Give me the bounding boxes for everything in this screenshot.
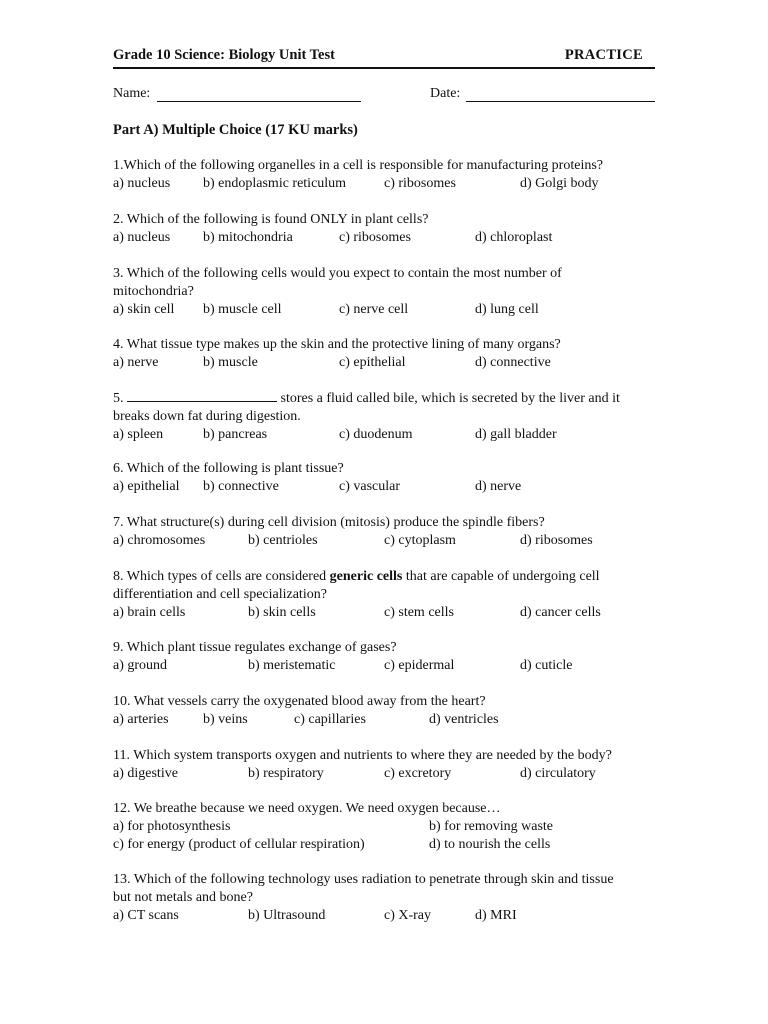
option-b[interactable]: b) endoplasmic reticulum (203, 176, 347, 191)
option-b[interactable]: b) meristematic (248, 658, 336, 673)
option-b[interactable]: b) Ultrasound (248, 908, 326, 923)
question-13 (113, 871, 658, 925)
question-stem-line-1: 3. Which of the following cells would you expect to contain the most number of (113, 266, 562, 281)
test-header (113, 47, 655, 69)
option-a[interactable]: a) arteries (113, 712, 169, 727)
option-row-1 (113, 818, 658, 836)
option-a[interactable]: a) CT scans (113, 908, 179, 923)
question-8 (113, 568, 658, 622)
question-10 (113, 693, 658, 729)
option-b[interactable]: b) respiratory (248, 766, 324, 781)
question-stem-line-2: breaks down fat during digestion. (113, 409, 301, 424)
option-c[interactable]: c) stem cells (384, 605, 454, 620)
option-d[interactable]: d) MRI (475, 908, 517, 923)
option-c[interactable]: c) ribosomes (339, 230, 411, 245)
option-c[interactable]: c) cytoplasm (384, 533, 456, 548)
option-b[interactable]: b) skin cells (248, 605, 316, 620)
emphasized-term: generic cells (329, 569, 403, 584)
test-page (113, 0, 655, 1024)
question-stem-line-2: differentiation and cell specialization? (113, 587, 327, 602)
question-stem-line-1 (113, 568, 658, 586)
option-c[interactable]: c) ribosomes (384, 176, 456, 191)
option-d[interactable]: d) gall bladder (475, 427, 557, 442)
question-stem-line-2: mitochondria? (113, 284, 194, 299)
question-stem-text: stores a fluid called bile, which is secreted by the liver and it (280, 391, 620, 406)
option-d[interactable]: d) connective (475, 355, 551, 370)
question-number: 5. (113, 391, 124, 406)
option-row (113, 711, 658, 729)
question-stem: 11. Which system transports oxygen and nutrients to where they are needed by the body? (113, 748, 612, 763)
option-c[interactable]: c) epithelial (339, 355, 406, 370)
question-stem: 4. What tissue type makes up the skin and the protective lining of many organs? (113, 337, 561, 352)
question-stem-line-1 (113, 389, 658, 408)
option-a[interactable]: a) ground (113, 658, 168, 673)
question-stem: 1.Which of the following organelles in a cell is responsible for manufacturing proteins? (113, 158, 603, 173)
option-row (113, 657, 658, 675)
option-b[interactable]: b) connective (203, 479, 279, 494)
option-c[interactable]: c) duodenum (339, 427, 413, 442)
option-b[interactable]: b) centrioles (248, 533, 318, 548)
test-title: Grade 10 Science: Biology Unit Test (113, 47, 335, 63)
question-11 (113, 747, 658, 783)
option-d[interactable]: d) Golgi body (520, 176, 599, 191)
question-stem-line-2: but not metals and bone? (113, 890, 253, 905)
option-d[interactable]: d) lung cell (475, 302, 539, 317)
question-stem-prefix: 8. Which types of cells are considered (113, 569, 327, 584)
option-c[interactable]: c) excretory (384, 766, 452, 781)
practice-label: PRACTICE (564, 47, 643, 63)
question-7 (113, 514, 658, 550)
question-stem-suffix: that are capable of undergoing cell (405, 569, 600, 584)
date-label: Date: (430, 86, 461, 101)
option-d[interactable]: d) cancer cells (520, 605, 601, 620)
option-row (113, 229, 658, 247)
option-d[interactable]: d) cuticle (520, 658, 573, 673)
question-3 (113, 265, 658, 319)
name-label: Name: (113, 86, 151, 101)
option-d[interactable]: d) ribosomes (520, 533, 593, 548)
option-d[interactable]: d) to nourish the cells (429, 837, 551, 852)
option-c[interactable]: c) X-ray (384, 908, 432, 923)
option-row (113, 426, 658, 444)
date-blank-line[interactable] (466, 101, 655, 102)
option-c[interactable]: c) vascular (339, 479, 401, 494)
option-a[interactable]: a) chromosomes (113, 533, 206, 548)
option-d[interactable]: d) nerve (475, 479, 522, 494)
option-b[interactable]: b) for removing waste (429, 819, 554, 834)
question-stem: 7. What structure(s) during cell division (mitosis) produce the spindle fibers? (113, 515, 545, 530)
question-stem-line-1: 13. Which of the following technology uses radiation to penetrate through skin and tissue (113, 872, 614, 887)
question-stem: 6. Which of the following is plant tissue? (113, 461, 344, 476)
option-row (113, 478, 658, 496)
question-9 (113, 639, 658, 675)
option-d[interactable]: d) ventricles (429, 712, 499, 727)
option-row (113, 604, 658, 622)
option-a[interactable]: a) for photosynthesis (113, 819, 231, 834)
option-a[interactable]: a) nucleus (113, 230, 171, 245)
name-blank-line[interactable] (157, 101, 361, 102)
option-row (113, 765, 658, 783)
option-b[interactable]: b) muscle (203, 355, 258, 370)
question-1 (113, 157, 658, 193)
option-b[interactable]: b) veins (203, 712, 248, 727)
option-row-2 (113, 836, 658, 854)
question-4 (113, 336, 658, 372)
question-stem: 9. Which plant tissue regulates exchange of gases? (113, 640, 397, 655)
option-a[interactable]: a) brain cells (113, 605, 186, 620)
question-2 (113, 211, 658, 247)
option-b[interactable]: b) mitochondria (203, 230, 293, 245)
answer-blank[interactable] (127, 389, 277, 402)
option-row (113, 175, 658, 193)
option-b[interactable]: b) muscle cell (203, 302, 282, 317)
question-stem: 2. Which of the following is found ONLY in plant cells? (113, 212, 429, 227)
option-a[interactable]: a) skin cell (113, 302, 175, 317)
option-c[interactable]: c) capillaries (294, 712, 366, 727)
option-b[interactable]: b) pancreas (203, 427, 268, 442)
option-c[interactable]: c) nerve cell (339, 302, 409, 317)
option-a[interactable]: a) digestive (113, 766, 178, 781)
option-row (113, 354, 658, 372)
question-stem: 10. What vessels carry the oxygenated blood away from the heart? (113, 694, 486, 709)
question-5 (113, 389, 658, 444)
option-d[interactable]: d) chloroplast (475, 230, 553, 245)
question-12 (113, 800, 658, 854)
option-a[interactable]: a) nerve (113, 355, 159, 370)
option-a[interactable]: a) spleen (113, 427, 164, 442)
question-stem: 12. We breathe because we need oxygen. We need oxygen because… (113, 801, 501, 816)
option-row (113, 532, 658, 550)
option-c[interactable]: c) for energy (product of cellular respiration) (113, 837, 365, 852)
option-row (113, 301, 658, 319)
option-a[interactable]: a) epithelial (113, 479, 180, 494)
option-a[interactable]: a) nucleus (113, 176, 171, 191)
question-6 (113, 460, 658, 496)
part-a-heading: Part A) Multiple Choice (17 KU marks) (113, 122, 358, 138)
option-row (113, 907, 658, 925)
option-c[interactable]: c) epidermal (384, 658, 455, 673)
option-d[interactable]: d) circulatory (520, 766, 596, 781)
